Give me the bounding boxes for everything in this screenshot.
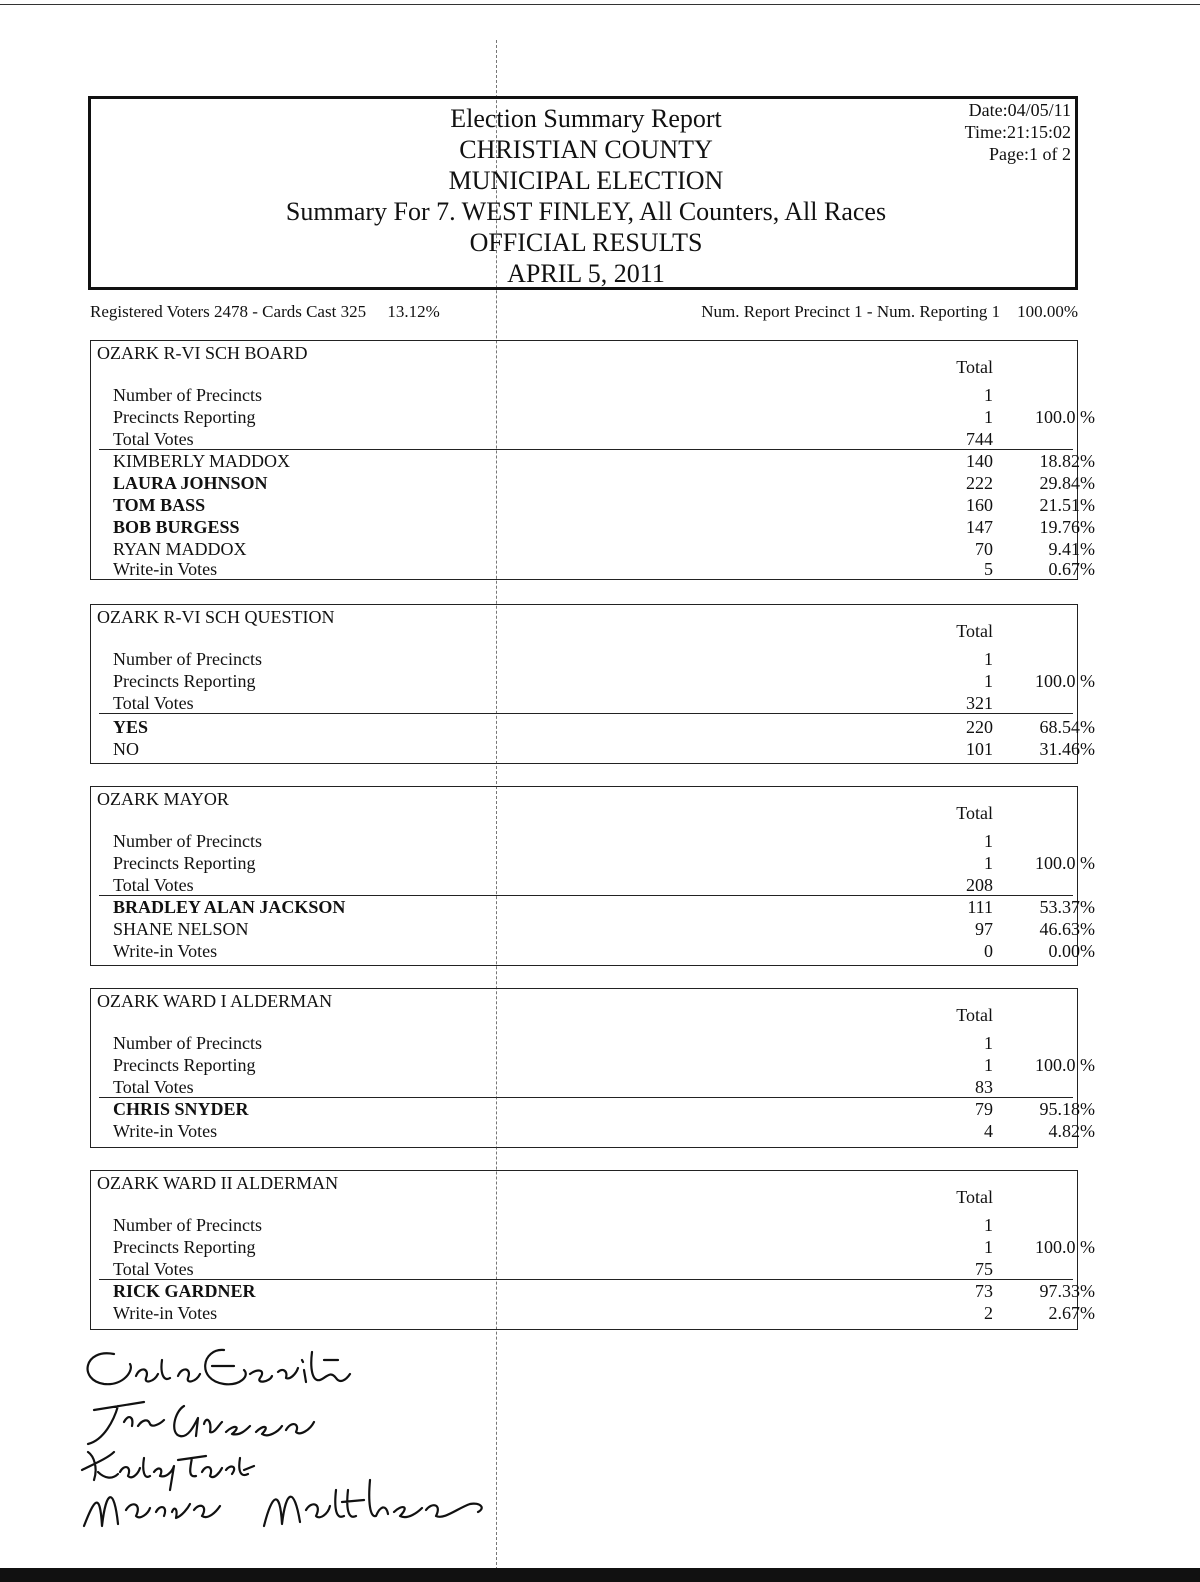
candidate-pct: 46.63% [1039,919,1095,939]
candidate-row [113,473,1095,495]
race-title: OZARK R-VI SCH QUESTION [97,607,335,627]
candidate-row [113,559,1095,581]
row-value: 1 [984,1215,993,1235]
candidate-pct: 95.18% [1039,1099,1095,1119]
total-header: Total [956,1005,993,1025]
candidate-name: CHRIS SNYDER [113,1099,249,1119]
candidate-votes: 147 [966,517,993,537]
candidate-votes: 4 [984,1121,993,1141]
row-value: 1 [984,1237,993,1257]
candidate-pct: 18.82% [1039,451,1095,471]
candidate-pct: 2.67% [1048,1303,1095,1323]
turnout-left [90,302,440,322]
signature-1 [88,1350,350,1384]
row-value: 744 [966,429,993,449]
precincts-reporting-row [113,853,1095,875]
row-value: 1 [984,385,993,405]
race-title: OZARK MAYOR [97,789,229,809]
candidate-votes: 97 [975,919,993,939]
election-name: MUNICIPAL ELECTION [448,166,724,195]
row-value: 1 [984,853,993,873]
signature-3 [82,1452,254,1490]
total-header: Total [956,803,993,823]
candidate-name: TOM BASS [113,495,206,515]
candidate-pct: 9.41% [1048,539,1095,559]
num-precincts-row [113,649,1073,671]
row-pct: 100.0 % [1035,671,1095,691]
num-precincts-row [113,385,1073,407]
race-title: OZARK WARD I ALDERMAN [97,991,333,1011]
candidate-name: BRADLEY ALAN JACKSON [113,897,346,917]
candidate-pct: 68.54% [1039,717,1095,737]
candidate-name: NO [113,739,139,759]
election-date: APRIL 5, 2011 [507,259,665,288]
votes-divider [99,1097,1073,1098]
num-precincts-row [113,1033,1073,1055]
candidate-row [113,517,1095,539]
total-votes-row [113,1259,1073,1281]
race-title: OZARK R-VI SCH BOARD [97,343,308,363]
candidate-name: Write-in Votes [113,941,218,961]
report-date: Date:04/05/11 [968,100,1071,120]
candidate-votes: 140 [966,451,993,471]
num-precincts-row [113,831,1073,853]
candidate-name: LAURA JOHNSON [113,473,268,493]
row-label: Total Votes [113,693,194,713]
candidate-row [113,1281,1095,1303]
votes-divider [99,449,1073,450]
row-value: 83 [975,1077,993,1097]
row-value: 1 [984,649,993,669]
votes-divider [99,895,1073,896]
candidate-pct: 29.84% [1039,473,1095,493]
row-value: 1 [984,1033,993,1053]
candidate-pct: 53.37% [1039,897,1095,917]
candidate-name: BOB BURGESS [113,517,240,537]
precincts-reporting-row [113,407,1095,429]
candidate-pct: 0.67% [1048,559,1095,579]
report-time: Time:21:15:02 [964,122,1071,142]
county-name: CHRISTIAN COUNTY [459,135,713,164]
report-header [88,96,1078,290]
row-label: Precincts Reporting [113,853,256,873]
candidate-votes: 5 [984,559,993,579]
total-votes-row [113,875,1073,897]
candidate-row [113,739,1095,761]
candidate-name: RYAN MADDOX [113,539,247,559]
row-value: 1 [984,831,993,851]
row-label: Number of Precincts [113,1033,262,1053]
precincts-reporting-pct: 100.00% [1017,302,1078,321]
race-box-ward-ii-alderman [90,1170,1095,1330]
candidate-votes: 0 [984,941,993,961]
candidate-row [113,717,1095,739]
candidate-row [113,1303,1095,1325]
report-page: Page:1 of 2 [989,144,1071,164]
votes-divider [99,1279,1073,1280]
candidate-votes: 160 [966,495,993,515]
row-label: Precincts Reporting [113,407,256,427]
total-votes-row [113,693,1073,715]
candidate-row [113,1099,1095,1121]
turnout-pct: 13.12% [387,302,440,321]
candidate-row [113,451,1095,473]
turnout-summary [90,302,1078,324]
race-box-mayor [90,786,1095,966]
row-value: 1 [984,1055,993,1075]
row-pct: 100.0 % [1035,1237,1095,1257]
candidate-name: Write-in Votes [113,1121,218,1141]
report-title: Election Summary Report [450,104,722,133]
page-bottom-bar [0,1568,1200,1582]
row-label: Precincts Reporting [113,671,256,691]
candidate-pct: 0.00% [1048,941,1095,961]
candidate-votes: 73 [975,1281,993,1301]
signature-4 [84,1480,482,1526]
total-header: Total [956,1187,993,1207]
candidate-row [113,495,1095,517]
header-meta [965,99,1071,165]
row-label: Precincts Reporting [113,1237,256,1257]
race-title: OZARK WARD II ALDERMAN [97,1173,339,1193]
row-value: 321 [966,693,993,713]
row-label: Number of Precincts [113,385,262,405]
candidate-row [113,539,1095,561]
row-value: 1 [984,407,993,427]
signature-2 [88,1402,314,1444]
row-label: Total Votes [113,1259,194,1279]
row-value: 208 [966,875,993,895]
precincts-reporting-row [113,1237,1095,1259]
candidate-votes: 2 [984,1303,993,1323]
race-box-sch-board [90,340,1095,580]
num-precincts-row [113,1215,1073,1237]
candidate-votes: 101 [966,739,993,759]
row-label: Total Votes [113,429,194,449]
candidate-votes: 70 [975,539,993,559]
row-value: 1 [984,671,993,691]
candidate-votes: 222 [966,473,993,493]
total-header: Total [956,357,993,377]
registered-voters-text: Registered Voters 2478 - Cards Cast 325 [90,302,367,321]
candidate-pct: 4.82% [1048,1121,1095,1141]
candidate-row [113,941,1095,963]
row-label: Total Votes [113,1077,194,1097]
candidate-votes: 79 [975,1099,993,1119]
total-header: Total [956,621,993,641]
precincts-reporting-row [113,1055,1095,1077]
candidate-pct: 97.33% [1039,1281,1095,1301]
candidate-name: SHANE NELSON [113,919,249,939]
turnout-right [701,302,1078,322]
race-box-sch-question [90,604,1095,764]
row-label: Number of Precincts [113,831,262,851]
row-pct: 100.0 % [1035,853,1095,873]
candidate-pct: 31.46% [1039,739,1095,759]
candidate-votes: 220 [966,717,993,737]
row-value: 75 [975,1259,993,1279]
row-label: Number of Precincts [113,649,262,669]
signatures [74,1340,494,1530]
candidate-name: Write-in Votes [113,1303,218,1323]
race-box-ward-i-alderman [90,988,1095,1148]
row-pct: 100.0 % [1035,407,1095,427]
candidate-name: Write-in Votes [113,559,218,579]
row-label: Total Votes [113,875,194,895]
candidate-name: YES [113,717,149,737]
candidate-row [113,919,1095,941]
total-votes-row [113,1077,1073,1099]
candidate-pct: 19.76% [1039,517,1095,537]
precincts-reporting-text: Num. Report Precinct 1 - Num. Reporting 1 [701,302,1001,321]
candidate-name: KIMBERLY MADDOX [113,451,291,471]
header-title-lines [241,103,931,289]
candidate-row [113,1121,1095,1143]
candidate-name: RICK GARDNER [113,1281,256,1301]
candidate-row [113,897,1095,919]
total-votes-row [113,429,1073,451]
results-status: OFFICIAL RESULTS [469,228,703,257]
page-top-rule [0,4,1200,5]
row-label: Number of Precincts [113,1215,262,1235]
precincts-reporting-row [113,671,1095,693]
candidate-pct: 21.51% [1039,495,1095,515]
candidate-votes: 111 [967,897,993,917]
row-pct: 100.0 % [1035,1055,1095,1075]
votes-divider [99,713,1073,714]
summary-scope: Summary For 7. WEST FINLEY, All Counters, All Races [285,197,887,226]
row-label: Precincts Reporting [113,1055,256,1075]
